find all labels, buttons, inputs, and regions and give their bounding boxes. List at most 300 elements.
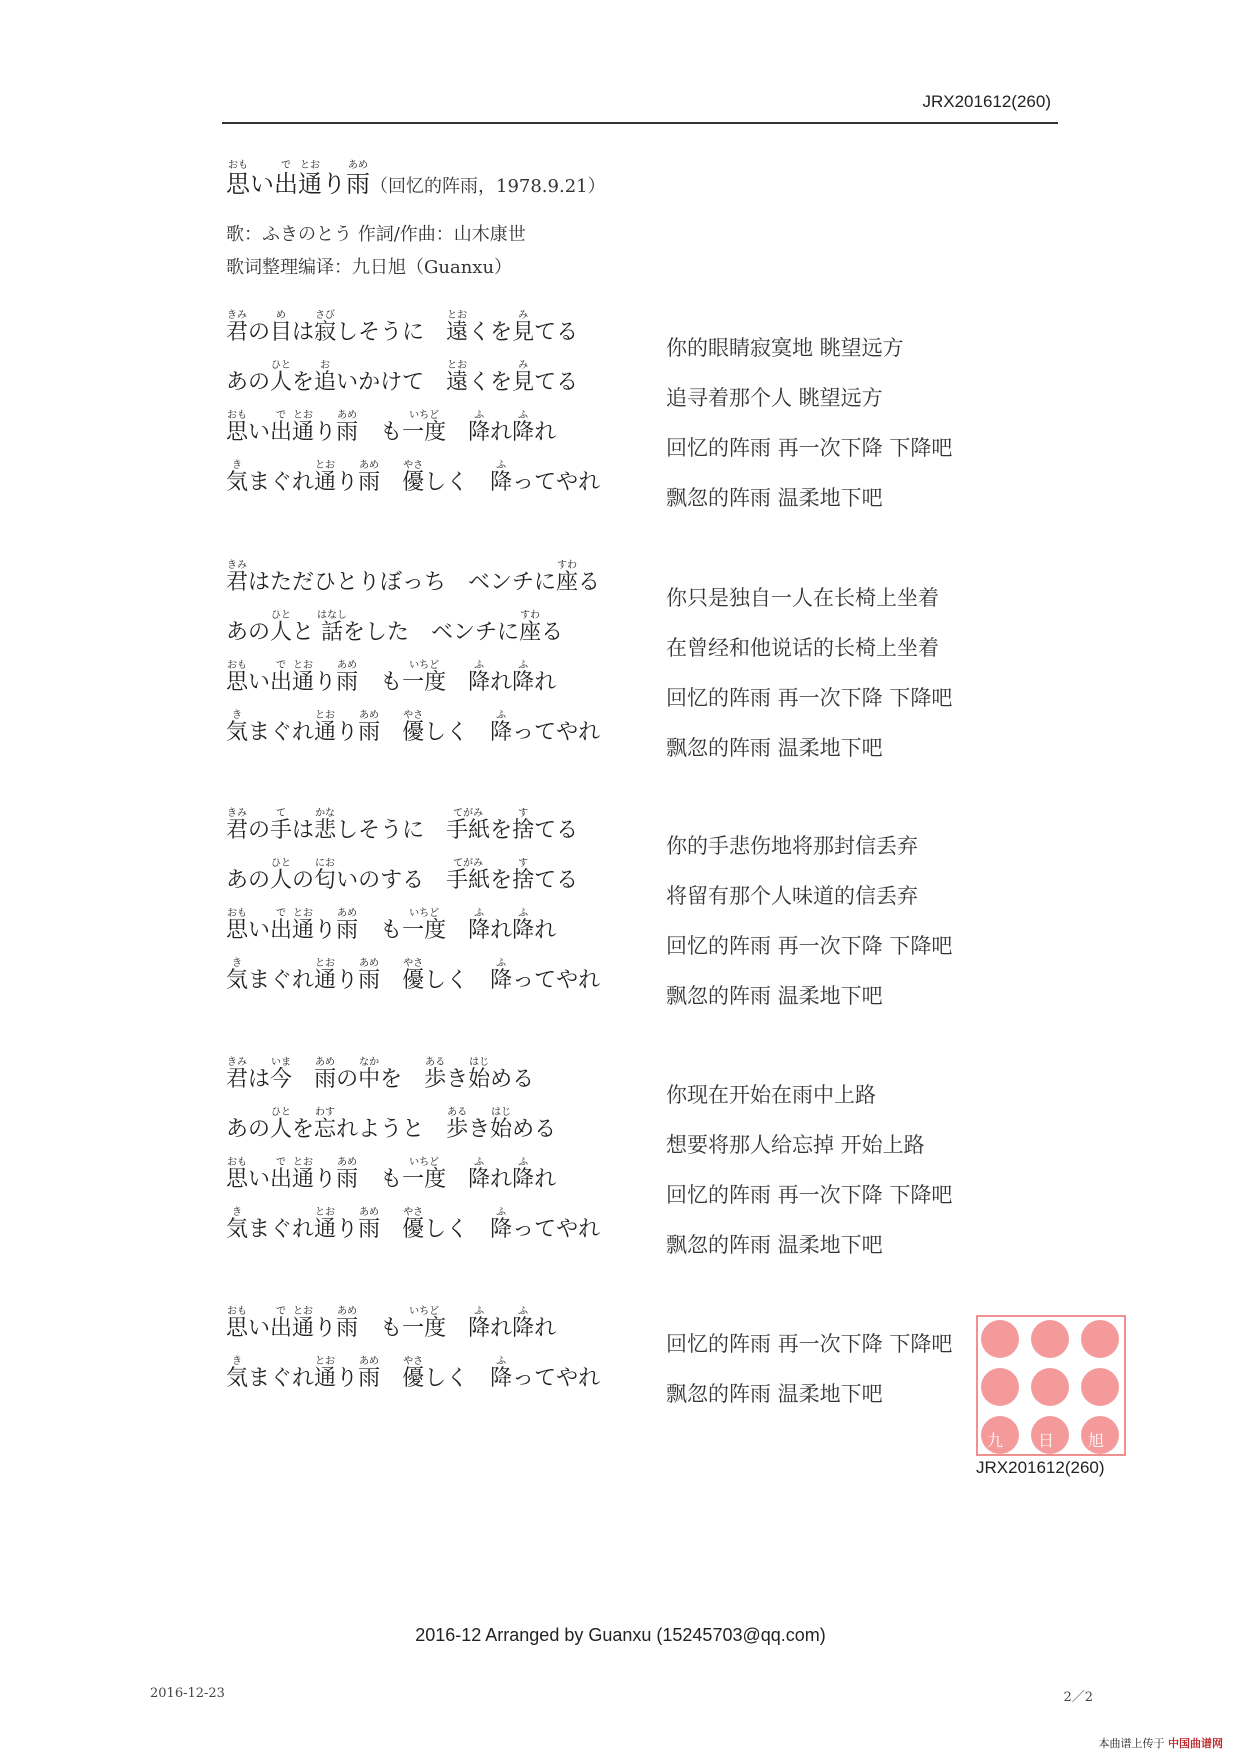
ruby-base: 手紙 xyxy=(446,818,491,843)
ruby-word xyxy=(512,908,535,943)
ruby-word xyxy=(270,1306,293,1341)
ruby-base: 優 xyxy=(402,968,425,993)
furigana: とお xyxy=(314,958,337,969)
ruby-word xyxy=(270,610,293,645)
japanese-lyric xyxy=(226,1207,600,1243)
ruby-base: 人 xyxy=(270,370,293,395)
lyric-line xyxy=(226,1207,1126,1257)
japanese-lyric xyxy=(226,310,578,346)
ruby-base: 人 xyxy=(270,620,293,645)
ruby-word xyxy=(336,1157,359,1192)
header-rule xyxy=(222,122,1058,124)
ruby-base: 気 xyxy=(226,1366,249,1391)
ruby-word xyxy=(226,958,249,993)
furigana: み xyxy=(512,360,535,371)
ruby-base: 歩 xyxy=(446,1117,469,1142)
ruby-word xyxy=(402,1157,447,1192)
lyric-text: れ xyxy=(490,420,513,445)
ruby-word xyxy=(314,858,337,893)
furigana: やさ xyxy=(402,1207,425,1218)
ruby-word xyxy=(314,360,337,395)
furigana: きみ xyxy=(226,310,248,321)
lyric-text: まぐれ xyxy=(248,1217,315,1242)
lyric-text: くを xyxy=(468,320,513,345)
ruby-base: 雨 xyxy=(336,1316,359,1341)
lyric-text: ってやれ xyxy=(512,720,601,745)
ruby-word xyxy=(402,958,425,993)
chinese-translation: 飘忽的阵雨 温柔地下吧 xyxy=(666,1233,883,1257)
furigana: とお xyxy=(314,1356,337,1367)
ruby-base: 通 xyxy=(292,1167,315,1192)
furigana: で xyxy=(270,908,293,919)
lyric-text: の xyxy=(336,1067,359,1092)
furigana: とお xyxy=(292,410,315,421)
furigana: とお xyxy=(292,660,315,671)
furigana: ひと xyxy=(270,858,293,869)
japanese-lyric xyxy=(226,1057,534,1093)
ruby-base: 出 xyxy=(270,1167,293,1192)
ruby-word xyxy=(270,410,293,445)
ruby-word xyxy=(292,908,315,943)
ruby-word xyxy=(512,310,535,345)
japanese-lyric xyxy=(226,958,600,994)
lyric-text: い xyxy=(248,1167,271,1192)
furigana: で xyxy=(270,410,293,421)
seal-char-1: 九 xyxy=(987,1431,1004,1450)
ruby-base: 座 xyxy=(519,620,542,645)
furigana: お xyxy=(314,360,337,371)
furigana: ふ xyxy=(490,958,513,969)
furigana: あめ xyxy=(336,410,359,421)
lyric-text: い xyxy=(250,170,274,198)
furigana: とお xyxy=(314,1207,337,1218)
furigana: いちど xyxy=(402,1306,447,1317)
ruby-word xyxy=(226,710,249,745)
furigana: ふ xyxy=(468,660,491,671)
ruby-base: 気 xyxy=(226,720,249,745)
furigana: で xyxy=(270,660,293,671)
song-title xyxy=(226,160,370,199)
ruby-base: 優 xyxy=(402,470,425,495)
ruby-base: 雨 xyxy=(336,918,359,943)
ruby-word xyxy=(314,310,337,345)
ruby-word xyxy=(402,1207,425,1242)
ruby-base: 追 xyxy=(314,370,337,395)
lyric-text: れ xyxy=(534,1316,557,1341)
ruby-base: 君 xyxy=(226,570,249,595)
furigana: ふ xyxy=(490,460,513,471)
ruby-word xyxy=(402,410,447,445)
furigana: ひと xyxy=(270,1107,293,1118)
ruby-word xyxy=(468,410,491,445)
ruby-base: 降 xyxy=(468,420,491,445)
japanese-lyric xyxy=(226,908,556,944)
ruby-word xyxy=(226,410,249,445)
furigana: いちど xyxy=(402,660,447,671)
ruby-word xyxy=(512,410,535,445)
furigana: ふ xyxy=(490,710,513,721)
ruby-base: 出 xyxy=(274,170,298,198)
lyric-text: い xyxy=(248,1316,271,1341)
ruby-base: 捨 xyxy=(512,868,535,893)
ruby-base: 出 xyxy=(270,670,293,695)
ruby-base: 目 xyxy=(270,320,293,345)
furigana: やさ xyxy=(402,1356,425,1367)
lyric-text: り xyxy=(314,420,337,445)
ruby-word xyxy=(512,660,535,695)
chinese-translation: 飘忽的阵雨 温柔地下吧 xyxy=(666,984,883,1008)
upload-prefix: 本曲谱上传于 xyxy=(1098,1737,1165,1750)
furigana: わす xyxy=(314,1107,337,1118)
ruby-word xyxy=(468,908,491,943)
furigana: ふ xyxy=(468,1306,491,1317)
japanese-lyric xyxy=(226,410,556,446)
ruby-word xyxy=(402,660,447,695)
chinese-translation: 回忆的阵雨 再一次下降 下降吧 xyxy=(666,436,953,460)
lyric-line xyxy=(226,410,1126,460)
ruby-base: 降 xyxy=(468,918,491,943)
ruby-base: 思 xyxy=(226,420,249,445)
seal-dot xyxy=(981,1320,1019,1358)
ruby-base: 降 xyxy=(468,1167,491,1192)
chinese-translation: 你只是独自一人在长椅上坐着 xyxy=(666,586,939,610)
page-number: 2／2 xyxy=(1063,1690,1093,1705)
furigana: おも xyxy=(226,1306,248,1317)
ruby-base: 気 xyxy=(226,968,249,993)
lyric-text: り xyxy=(336,1366,359,1391)
upload-notice xyxy=(1099,1735,1224,1751)
chinese-translation: 追寻着那个人 眺望远方 xyxy=(666,386,883,410)
ruby-word xyxy=(446,360,469,395)
site-brand-logo: 中国曲谱网 xyxy=(1168,1737,1223,1750)
furigana: はなし xyxy=(317,610,348,621)
ruby-base: 君 xyxy=(226,818,249,843)
lyric-text: も xyxy=(358,1167,403,1192)
furigana: で xyxy=(274,160,298,171)
ruby-word xyxy=(468,660,491,695)
furigana: ふ xyxy=(468,908,491,919)
ruby-base: 気 xyxy=(226,1217,249,1242)
chinese-translation: 回忆的阵雨 再一次下降 下降吧 xyxy=(666,1332,953,1356)
lyric-text: れ xyxy=(534,918,557,943)
furigana: き xyxy=(226,958,248,969)
lyric-line xyxy=(226,610,1126,660)
lyric-text: まぐれ xyxy=(248,720,315,745)
lyric-text: ってやれ xyxy=(512,470,601,495)
lyric-text: り xyxy=(314,670,337,695)
ruby-word xyxy=(468,1057,491,1092)
ruby-base: 手紙 xyxy=(446,868,491,893)
ruby-word xyxy=(490,958,513,993)
japanese-lyric xyxy=(226,610,563,646)
lyric-text: しく xyxy=(424,470,491,495)
lyric-text: いのする xyxy=(336,868,447,893)
ruby-base: 捨 xyxy=(512,818,535,843)
ruby-word xyxy=(292,660,315,695)
lyric-text: の xyxy=(292,868,315,893)
lyric-text: しく xyxy=(424,1217,491,1242)
ruby-word xyxy=(226,1306,249,1341)
lyric-text: くを xyxy=(468,370,513,395)
lyric-text: しく xyxy=(424,720,491,745)
ruby-base: 人 xyxy=(270,1117,293,1142)
furigana: おも xyxy=(226,908,248,919)
lyric-text: をした ベンチに xyxy=(343,620,520,645)
lyric-line xyxy=(226,908,1126,958)
lyric-text: ってやれ xyxy=(512,968,601,993)
ruby-base: 降 xyxy=(512,1167,535,1192)
chinese-translation: 回忆的阵雨 再一次下降 下降吧 xyxy=(666,1183,953,1207)
lyric-line xyxy=(226,808,1126,858)
ruby-base: 降 xyxy=(512,1316,535,1341)
ruby-base: 通 xyxy=(298,170,322,198)
ruby-base: 寂 xyxy=(314,320,337,345)
furigana: いちど xyxy=(402,1157,447,1168)
furigana: き xyxy=(226,1356,248,1367)
ruby-base: 降 xyxy=(490,1366,513,1391)
japanese-lyric xyxy=(226,1107,556,1143)
seal-dot xyxy=(1031,1368,1069,1406)
japanese-lyric xyxy=(226,1306,556,1342)
ruby-base: 人 xyxy=(270,868,293,893)
ruby-base: 始 xyxy=(468,1067,491,1092)
furigana: すわ xyxy=(519,610,542,621)
ruby-base: 手 xyxy=(270,818,293,843)
ruby-word xyxy=(314,808,337,843)
ruby-word xyxy=(314,710,337,745)
lyric-text: の xyxy=(248,320,271,345)
ruby-word xyxy=(512,858,535,893)
ruby-word xyxy=(226,808,249,843)
ruby-base: 通 xyxy=(292,420,315,445)
lyric-text: ってやれ xyxy=(512,1366,601,1391)
furigana: き xyxy=(226,710,248,721)
ruby-word xyxy=(226,160,250,198)
lyric-line xyxy=(226,1157,1126,1207)
furigana: あめ xyxy=(336,908,359,919)
lyric-line xyxy=(226,360,1126,410)
furigana: とお xyxy=(292,908,315,919)
chinese-translation: 飘忽的阵雨 温柔地下吧 xyxy=(666,1382,883,1406)
ruby-base: 遠 xyxy=(446,370,469,395)
ruby-base: 一度 xyxy=(402,670,447,695)
ruby-word xyxy=(446,1107,469,1142)
lyric-text: も xyxy=(358,1316,403,1341)
furigana: きみ xyxy=(226,808,248,819)
ruby-word xyxy=(402,1306,447,1341)
japanese-lyric xyxy=(226,808,578,844)
lyric-text: の xyxy=(248,818,271,843)
ruby-base: 降 xyxy=(490,968,513,993)
lyric-text: る xyxy=(541,620,564,645)
furigana: あめ xyxy=(336,660,359,671)
chinese-translation: 你的手悲伤地将那封信丢弃 xyxy=(666,834,918,858)
lyric-text: り xyxy=(314,1316,337,1341)
furigana: てがみ xyxy=(446,858,491,869)
ruby-word xyxy=(270,808,293,843)
furigana: とお xyxy=(314,460,337,471)
ruby-word xyxy=(314,958,337,993)
chinese-translation: 将留有那个人味道的信丢弃 xyxy=(666,884,918,908)
furigana: とお xyxy=(314,710,337,721)
lyric-text: も xyxy=(358,670,403,695)
ruby-word xyxy=(446,808,491,843)
stanza-3 xyxy=(226,808,1126,1008)
furigana: にお xyxy=(314,858,337,869)
ruby-word xyxy=(468,1157,491,1192)
japanese-lyric xyxy=(226,360,578,396)
ruby-base: 悲 xyxy=(314,818,337,843)
furigana: やさ xyxy=(402,460,425,471)
lyric-text: まぐれ xyxy=(248,1366,315,1391)
ruby-word xyxy=(270,1057,293,1092)
ruby-word xyxy=(226,560,249,595)
lyric-text: あの xyxy=(226,370,271,395)
lyric-text xyxy=(446,1167,468,1192)
ruby-base: 降 xyxy=(468,670,491,695)
ruby-word xyxy=(490,460,513,495)
chinese-translation: 你的眼睛寂寞地 眺望远方 xyxy=(666,336,904,360)
japanese-lyric xyxy=(226,660,556,696)
ruby-base: 優 xyxy=(402,1217,425,1242)
furigana: き xyxy=(226,460,248,471)
furigana: み xyxy=(512,310,535,321)
furigana: かな xyxy=(314,808,337,819)
ruby-base: 雨 xyxy=(346,170,370,198)
ruby-word xyxy=(346,160,370,198)
ruby-word xyxy=(512,1157,535,1192)
ruby-base: 降 xyxy=(490,1217,513,1242)
furigana: とお xyxy=(292,1306,315,1317)
ruby-base: 優 xyxy=(402,720,425,745)
lyric-text: れ xyxy=(534,420,557,445)
ruby-word xyxy=(298,160,322,198)
ruby-word xyxy=(314,1356,337,1391)
lyric-text: い xyxy=(248,420,271,445)
furigana: おも xyxy=(226,660,248,671)
ruby-base: 通 xyxy=(292,670,315,695)
lyric-line xyxy=(226,460,1126,510)
seal-char-3: 旭 xyxy=(1088,1431,1105,1450)
ruby-base: 見 xyxy=(512,370,535,395)
seal-char-2: 日 xyxy=(1038,1431,1055,1450)
furigana: ふ xyxy=(512,410,535,421)
lyric-text xyxy=(380,1366,402,1391)
ruby-base: 思 xyxy=(226,1167,249,1192)
arranger-credit: 2016-12 Arranged by Guanxu (15245703@qq.com) xyxy=(415,1625,826,1645)
ruby-word xyxy=(402,908,447,943)
ruby-word xyxy=(446,310,469,345)
lyric-text: あの xyxy=(226,868,271,893)
lyric-text: を xyxy=(292,1117,315,1142)
furigana: いちど xyxy=(402,410,447,421)
ruby-word xyxy=(490,710,513,745)
ruby-base: 出 xyxy=(270,918,293,943)
ruby-base: 思 xyxy=(226,1316,249,1341)
furigana: とお xyxy=(446,310,469,321)
lyric-text: り xyxy=(322,170,346,198)
ruby-base: 通 xyxy=(314,720,337,745)
lyric-text: ってやれ xyxy=(512,1217,601,1242)
seal-dot xyxy=(1081,1368,1119,1406)
furigana: あめ xyxy=(358,460,381,471)
ruby-word xyxy=(336,1306,359,1341)
furigana: きみ xyxy=(226,1057,248,1068)
ruby-word xyxy=(292,410,315,445)
furigana: き xyxy=(226,1207,248,1218)
lyric-line xyxy=(226,560,1126,610)
ruby-word xyxy=(358,1207,381,1242)
lyric-text: いかけて xyxy=(336,370,447,395)
furigana: すわ xyxy=(556,560,579,571)
lyric-text: てる xyxy=(534,320,579,345)
lyric-text: しそうに xyxy=(336,818,447,843)
lyric-text: は xyxy=(292,320,315,345)
ruby-word xyxy=(226,310,249,345)
ruby-base: 優 xyxy=(402,1366,425,1391)
lyric-text xyxy=(292,1067,314,1092)
ruby-base: 降 xyxy=(490,720,513,745)
chinese-translation: 飘忽的阵雨 温柔地下吧 xyxy=(666,486,883,510)
lyric-text: り xyxy=(336,470,359,495)
furigana: あめ xyxy=(346,160,370,171)
lyric-text: を xyxy=(490,868,513,893)
ruby-base: 降 xyxy=(468,1316,491,1341)
ruby-base: 始 xyxy=(490,1117,513,1142)
furigana: ふ xyxy=(490,1356,513,1367)
ruby-base: 雨 xyxy=(336,420,359,445)
furigana: はじ xyxy=(490,1107,513,1118)
lyric-text: り xyxy=(314,1167,337,1192)
ruby-base: 雨 xyxy=(336,670,359,695)
ruby-word xyxy=(402,460,425,495)
ruby-base: 座 xyxy=(556,570,579,595)
ruby-base: 思 xyxy=(226,170,250,198)
furigana: なか xyxy=(358,1057,381,1068)
furigana: さび xyxy=(314,310,337,321)
furigana: す xyxy=(512,808,535,819)
ruby-base: 見 xyxy=(512,320,535,345)
lyric-line xyxy=(226,310,1126,360)
ruby-base: 降 xyxy=(512,918,535,943)
ruby-base: 君 xyxy=(226,1067,249,1092)
lyric-line xyxy=(226,1107,1126,1157)
lyric-text: しそうに xyxy=(336,320,447,345)
japanese-lyric xyxy=(226,460,600,496)
furigana: やさ xyxy=(402,710,425,721)
ruby-base: 雨 xyxy=(358,720,381,745)
ruby-word xyxy=(270,858,293,893)
furigana: おも xyxy=(226,160,250,171)
furigana: で xyxy=(270,1157,293,1168)
stanza-1 xyxy=(226,310,1126,510)
ruby-base: 匂 xyxy=(314,868,337,893)
furigana: あめ xyxy=(336,1157,359,1168)
ruby-base: 君 xyxy=(226,320,249,345)
furigana: ふ xyxy=(468,410,491,421)
ruby-word xyxy=(314,1107,337,1142)
ruby-word xyxy=(358,958,381,993)
furigana: はじ xyxy=(468,1057,491,1068)
lyric-line xyxy=(226,858,1126,908)
ruby-word xyxy=(314,460,337,495)
ruby-word xyxy=(270,360,293,395)
furigana: ある xyxy=(446,1107,469,1118)
ruby-base: 通 xyxy=(292,1316,315,1341)
ruby-word xyxy=(226,660,249,695)
lyric-text: き xyxy=(446,1067,469,1092)
ruby-word xyxy=(336,660,359,695)
